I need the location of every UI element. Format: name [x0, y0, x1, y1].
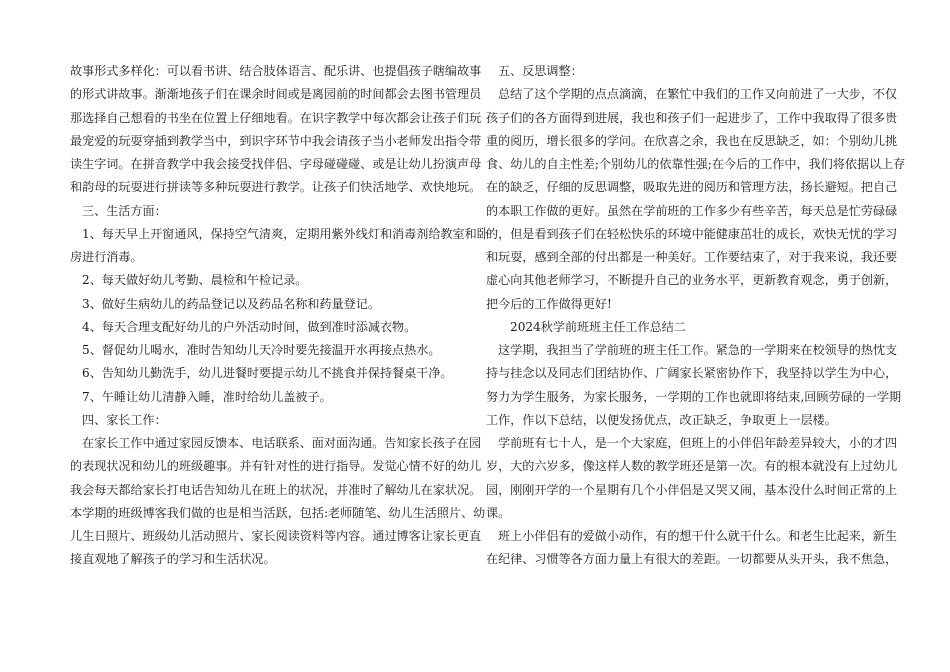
text-line: 食、幼儿的自主性差;个别幼儿的依靠性强;在今后的工作中，我们将依据以上存 — [486, 157, 906, 171]
text-line: 在的缺乏，仔细的反思调整，吸取先进的阅历和管理方法，扬长避短。把自己 — [486, 180, 898, 195]
text-line: 四、家长工作： — [82, 412, 167, 427]
text-line: 4、每天合理支配好幼儿的户外活动时间，做到准时添减衣物。 — [82, 319, 417, 334]
text-line: 三、生活方面： — [82, 203, 167, 218]
text-line: 班上小伴侣有的爱做小动作，有的想干什么就干什么。和老生比起来，新生 — [498, 529, 898, 543]
text-line: 2024秋学前班班主任工作总结二 — [510, 319, 686, 334]
text-line: 在家长工作中通过家园反馈本、电话联系、面对面沟通。告知家长孩子在园 — [82, 436, 482, 450]
text-line: 5、督促幼儿喝水，准时告知幼儿天冷时要先接温开水再接点热水。 — [82, 343, 441, 357]
text-line: 的本职工作做的更好。虽然在学前班的工作多少有些辛苦，每天总是忙劳碌碌 — [486, 203, 898, 218]
text-line: 本学期的班级博客我们做的也是相当活跃，包括:老师随笔、幼儿生活照片、幼 — [70, 505, 486, 520]
text-line: 工作，作以下总结，以便发扬优点，改正缺乏，争取更上一层楼。 — [486, 412, 837, 427]
text-line: 故事形式多样化：可以看书讲、结合肢体语言、配乐讲、也提倡孩子瞎编故事 — [70, 64, 482, 78]
text-line: 1、每天早上开窗通风，保持空气清爽，定期用紫外线灯和消毒剂给教室和卧 — [82, 226, 489, 241]
text-line: 的形式讲故事。渐渐地孩子们在课余时间或是离园前的时间都会去图书管理员 — [70, 87, 482, 102]
left-text-column — [70, 60, 489, 572]
text-line: 的，但是看到孩子们在轻松快乐的环境中能健康茁壮的成长，欢快无忧的学习 — [486, 226, 898, 241]
text-line: 的表现状况和幼儿的班级趣事。并有针对性的进行指导。发觉心情不好的幼儿 — [70, 459, 482, 474]
text-line: 虚心向其他老师学习，不断提升自己的业务水平，更新教育观念，勇于创新， — [486, 273, 898, 288]
text-line: 接直观地了解孩子的学习和生活状况。 — [70, 552, 276, 567]
text-line: 7、午睡让幼儿清静入睡，准时给幼儿盖被子。 — [82, 389, 332, 404]
text-line: 和玩耍，感到全部的付出都是一种美好。工作要结束了，对于我来说，我还要 — [486, 250, 898, 264]
right-text-column — [486, 60, 906, 572]
text-line: 五、反思调整： — [498, 64, 583, 78]
text-line: 园，刚刚开学的一个星期有几个小伴侣是又哭又闹，基本没什么时间正常的上 — [486, 482, 898, 497]
text-line: 总结了这个学期的点点滴滴，在繁忙中我们的工作又向前进了一大步，不仅 — [498, 87, 898, 102]
text-line: 孩子们的各方面得到进展，我也和孩子们一起进步了，工作中我取得了很多贵 — [486, 110, 898, 125]
text-line: 和韵母的玩耍进行拼读等多种玩耍进行教学。让孩子们快活地学、欢快地玩。 — [70, 180, 482, 195]
text-line: 6、告知幼儿勤洗手，幼儿进餐时要提示幼儿不挑食并保持餐桌干净。 — [82, 366, 453, 381]
text-line: 把今后的工作做得更好! — [486, 296, 612, 311]
text-line: 重的阅历，增长很多的学问。在欣喜之余，我也在反思缺乏，如：个别幼儿挑 — [486, 133, 898, 148]
text-line: 儿生日照片、班级幼儿活动照片、家长阅读资料等内容。通过博客让家长更直 — [70, 529, 482, 543]
text-line: 最宠爱的玩耍穿插到教学当中，到识字环节中我会请孩子当小老师发出指令带 — [70, 133, 482, 148]
text-line: 2、每天做好幼儿考勤、晨检和午检记录。 — [82, 273, 308, 288]
text-line: 这学期，我担当了学前班的班主任工作。紧急的一学期来在校领导的热忱支 — [498, 343, 898, 357]
text-line: 读生字词。在拼音教学中我会接受找伴侣、字母碰碰碰、或是让幼儿扮演声母 — [70, 157, 482, 171]
text-line: 持与挂念以及同志们团结协作、广阔家长紧密协作下，我坚持以学生为中心， — [486, 366, 898, 381]
text-line: 学前班有七十人，是一个大家庭，但班上的小伴侣年龄差异较大，小的才四 — [498, 436, 898, 450]
text-line: 那选择自己想看的书坐在位置上仔细地看。在识字教学中每次都会让孩子们玩 — [70, 110, 482, 125]
text-line: 在纪律、习惯等各方面力量上有很大的差距。一切都要从头开头，我不焦急， — [486, 552, 898, 567]
text-line: 岁，大的六岁多，像这样人数的教学班还是第一次。有的根本就没有上过幼儿 — [486, 459, 898, 474]
text-line: 努力为学生服务，为家长服务，一学期的工作也就即将结束,回顾劳碌的一学期 — [486, 389, 902, 404]
text-line: 3、做好生病幼儿的药品登记以及药品名称和药量登记。 — [82, 296, 380, 311]
text-line: 我会每天都给家长打电话告知幼儿在班上的状况，并准时了解幼儿在家状况。 — [70, 482, 482, 497]
text-line: 房进行消毒。 — [70, 250, 143, 264]
text-line: 课。 — [486, 505, 511, 520]
